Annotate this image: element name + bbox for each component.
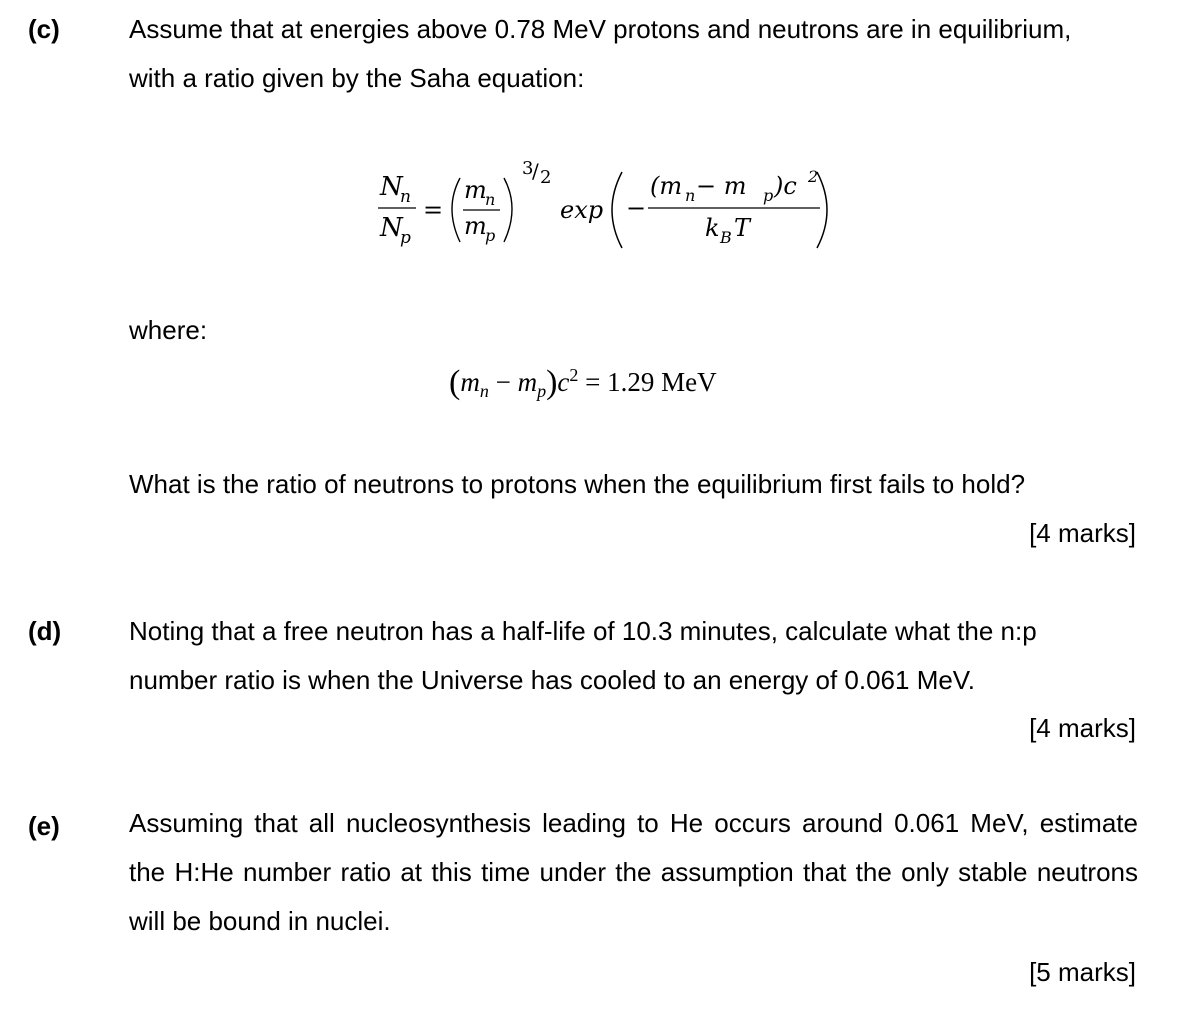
mass-ratio-denominator-sub: p [485, 226, 496, 245]
exponent-numerator: 3 [522, 158, 534, 179]
right-paren-2 [817, 172, 827, 248]
exponent-denominator: 2 [540, 167, 552, 188]
eq2-sub-n: n [479, 381, 489, 401]
exp-function: exp [560, 196, 604, 224]
mass-ratio-denominator: m [464, 212, 487, 240]
lhs-denominator-sub: p [400, 228, 411, 248]
eq2-c: c [557, 367, 570, 397]
exp-denominator-sub: B [720, 228, 732, 247]
saha-equation-svg [370, 150, 840, 260]
mass-ratio-numerator-sub: n [485, 190, 496, 209]
part-d-line-1: Noting that a free neutron has a half-life of 10.3 minutes, calculate what the n:p [129, 616, 1037, 646]
saha-equation [370, 150, 840, 260]
exp-minus: − [626, 194, 647, 222]
exp-numerator-b: − m [696, 172, 747, 200]
left-paren-2 [612, 172, 622, 248]
part-d-marks: [4 marks] [1029, 713, 1136, 743]
eq2-minus: − [488, 367, 518, 397]
eq2-sub-p: p [537, 381, 547, 401]
equals-sign: = [423, 196, 444, 224]
left-paren-1 [452, 178, 460, 242]
exp-denominator-k: k [705, 214, 720, 242]
where-label: where: [129, 315, 208, 345]
exp-denominator-t: T [734, 214, 751, 242]
eq2-close-paren: ) [546, 364, 558, 401]
eq2-open-paren: ( [449, 364, 461, 401]
lhs-denominator: N [380, 213, 403, 243]
right-paren-1 [504, 178, 512, 242]
eq2-m-p: m [517, 367, 538, 397]
exp-numerator-sub-p: p [763, 186, 774, 205]
exp-numerator-c: )c [774, 172, 797, 200]
exp-numerator-sup: 2 [808, 167, 819, 186]
lhs-numerator: N [380, 172, 403, 202]
part-c-label: (c) [28, 14, 60, 44]
mass-difference-equation [449, 362, 717, 402]
part-e-text: Assuming that all nucleosynthesis leading to He occurs around 0.061 MeV, estimate the H:He number ratio at this time under the assumption that the only stable neutrons will be bound in nuclei. [129, 808, 1138, 936]
part-d-label: (d) [28, 616, 62, 646]
part-e-label: (e) [28, 811, 60, 841]
eq2-sup: 2 [569, 365, 579, 385]
part-d-line-2: number ratio is when the Universe has cooled to an energy of 0.061 MeV. [129, 665, 975, 695]
part-c-line-2: with a ratio given by the Saha equation: [129, 63, 585, 93]
exp-numerator-a: (m [650, 172, 683, 200]
exponent-slash: / [532, 159, 539, 183]
exp-numerator-sub-n: n [685, 186, 696, 205]
part-c-question: What is the ratio of neutrons to protons when the equilibrium first fails to hold? [129, 469, 1026, 499]
eq2-m-n: m [460, 367, 480, 397]
part-c-marks: [4 marks] [1029, 518, 1136, 548]
lhs-numerator-sub: n [400, 187, 411, 207]
part-e-marks: [5 marks] [1029, 957, 1136, 987]
part-c-line-1: Assume that at energies above 0.78 MeV protons and neutrons are in equilibrium, [129, 14, 1072, 44]
eq2-value: = 1.29 MeV [578, 367, 717, 397]
mass-ratio-numerator: m [464, 176, 487, 204]
